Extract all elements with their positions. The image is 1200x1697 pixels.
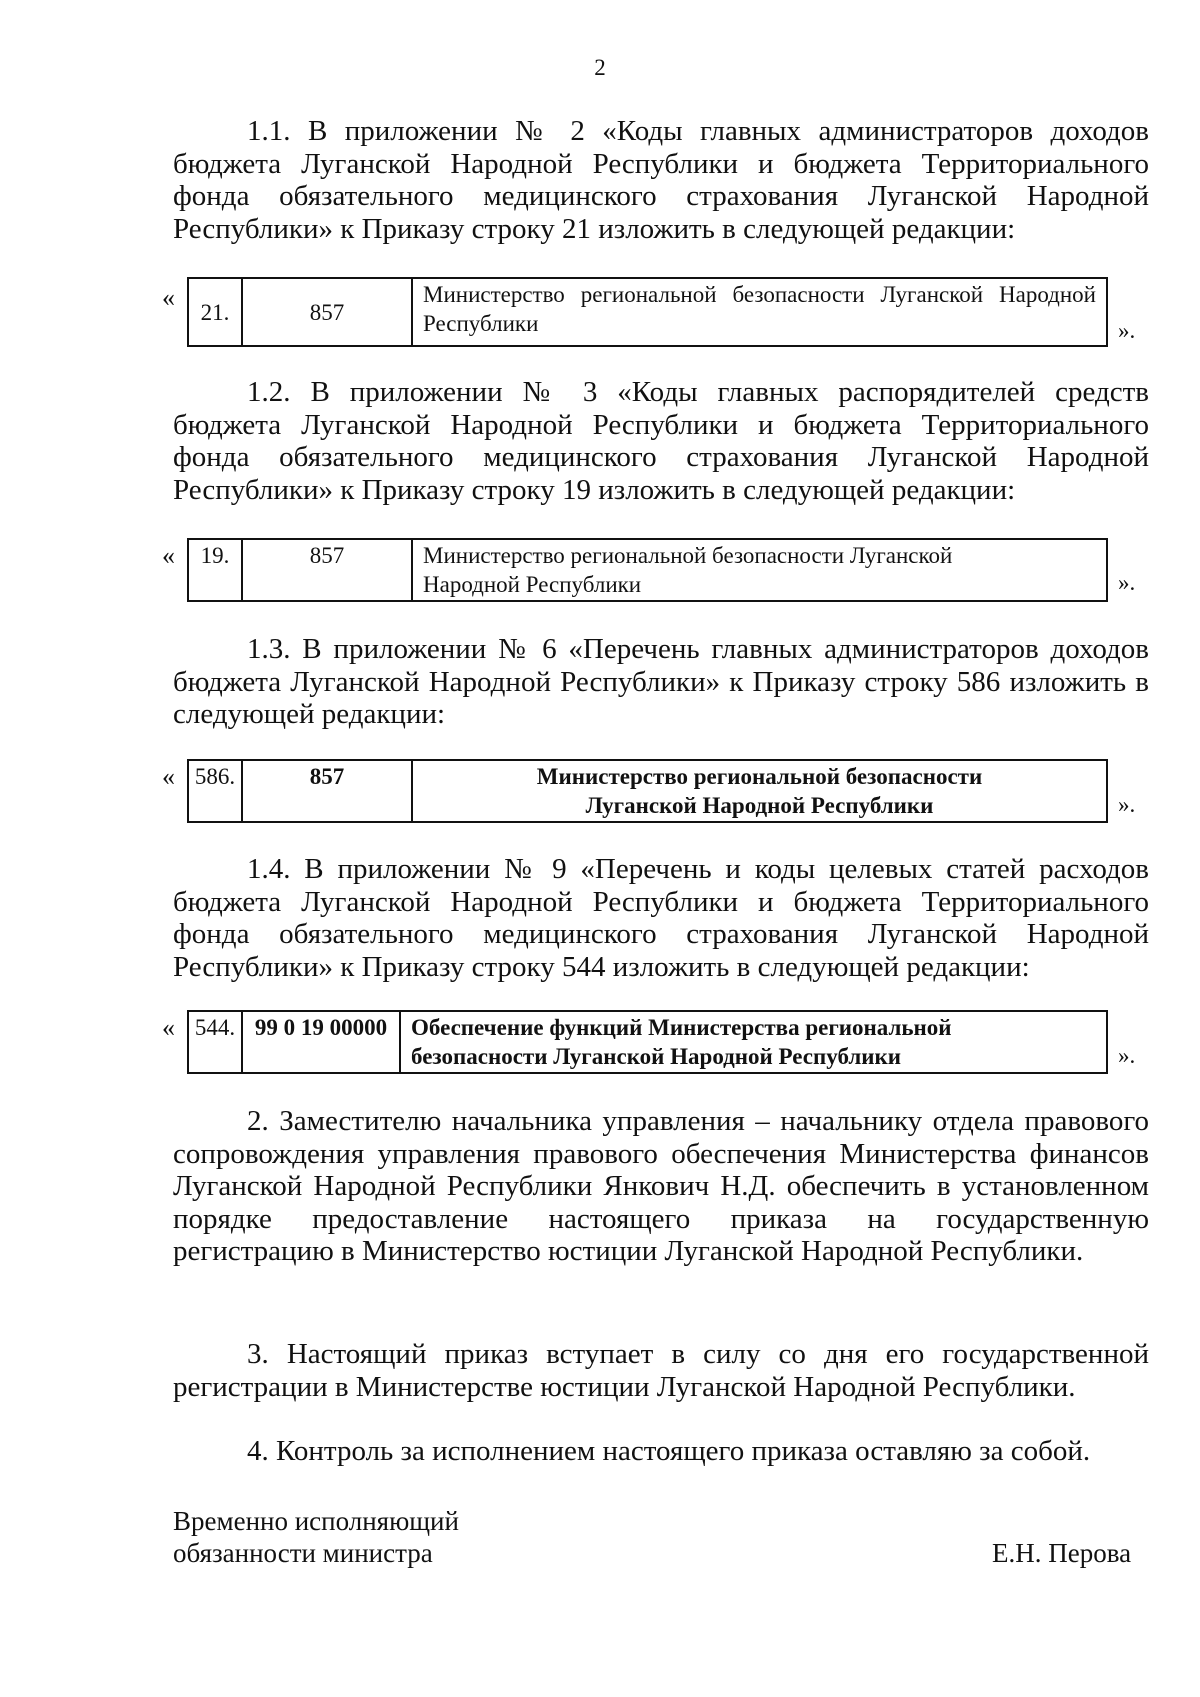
- table3-name: [412, 760, 1107, 822]
- table2-close-quote: ».: [1118, 570, 1136, 595]
- table2-name-line1: Министерство региональной безопасности Луганской: [423, 543, 953, 568]
- signatory-position: [173, 1505, 459, 1569]
- table1-close-quote: ».: [1118, 318, 1136, 343]
- page-number: 2: [594, 55, 606, 80]
- table3: [187, 759, 1108, 823]
- signatory-position-line1: Временно исполняющий: [173, 1506, 459, 1536]
- table-row: [188, 1011, 1107, 1073]
- signatory-position-line2: обязанности министра: [173, 1538, 433, 1568]
- table2-code: 857: [242, 539, 412, 601]
- table3-code: 857: [242, 760, 412, 822]
- table3-close-quote: ».: [1118, 792, 1136, 817]
- paragraph-1-4: 1.4. В приложении № 9 «Перечень и коды целевых статей расходов бюджета Луганской Народной Республики и бюджета Территориального фонда обязательного медицинского страхования Луганской Народной Республики» к Приказу строку 544 изложить в следующей редакции:: [173, 853, 1149, 983]
- paragraph-1-3: 1.3. В приложении № 6 «Перечень главных администраторов доходов бюджета Луганской Народной Республики» к Приказу строку 586 изложить в следующей редакции:: [173, 633, 1149, 730]
- paragraph-4: 4. Контроль за исполнением настоящего приказа оставляю за собой.: [247, 1435, 1091, 1467]
- table4-name: [400, 1011, 1107, 1073]
- signatory-name: Е.Н. Перова: [992, 1538, 1132, 1568]
- table3-num: 586.: [188, 760, 242, 822]
- table-row: [188, 539, 1107, 601]
- table4-close-quote: ».: [1118, 1043, 1136, 1068]
- table2-num: 19.: [188, 539, 242, 601]
- table4-name-line2: безопасности Луганской Народной Республики: [411, 1044, 902, 1069]
- paragraph-2: 2. Заместителю начальника управления – начальнику отдела правового сопровождения управления правового обеспечения Министерства финансов Луганской Народной Республики Янкович Н.Д. обеспечить в установленном порядке предоставление настоящего приказа на государственную регистрацию в Министерство юстиции Луганской Народной Республики.: [173, 1105, 1149, 1267]
- paragraph-1-2: 1.2. В приложении № 3 «Коды главных распорядителей средств бюджета Луганской Народной Республики и бюджета Территориального фонда обязательного медицинского страхования Луганской Народной Республики» к Приказу строку 19 изложить в следующей редакции:: [173, 376, 1149, 506]
- table2-open-quote: «: [162, 541, 175, 570]
- table4-code: 99 0 19 00000: [242, 1011, 400, 1073]
- paragraph-3: 3. Настоящий приказ вступает в силу со дня его государственной регистрации в Министерстве юстиции Луганской Народной Республики.: [173, 1338, 1149, 1403]
- table3-name-line1: Министерство региональной безопасности: [536, 764, 983, 789]
- table-row: [188, 760, 1107, 822]
- table4-open-quote: «: [162, 1013, 175, 1042]
- table4-num: 544.: [188, 1011, 242, 1073]
- table4: [187, 1010, 1108, 1074]
- table1: [187, 277, 1108, 347]
- table-row: [188, 278, 1107, 346]
- table2-name: [412, 539, 1107, 601]
- table2: [187, 538, 1108, 602]
- table1-name: Министерство региональной безопасности Луганской Народной Республики: [412, 278, 1107, 346]
- table1-open-quote: «: [162, 283, 175, 312]
- table3-name-line2: Луганской Народной Республики: [585, 793, 934, 818]
- table4-name-line1: Обеспечение функций Министерства региональной: [411, 1015, 952, 1040]
- table1-num: 21.: [188, 278, 242, 346]
- table1-code: 857: [242, 278, 412, 346]
- table3-open-quote: «: [162, 762, 175, 791]
- paragraph-1-1: 1.1. В приложении № 2 «Коды главных администраторов доходов бюджета Луганской Народной Республики и бюджета Территориального фонда обязательного медицинского страхования Луганской Народной Республики» к Приказу строку 21 изложить в следующей редакции:: [173, 115, 1149, 245]
- table2-name-line2: Народной Республики: [423, 572, 642, 597]
